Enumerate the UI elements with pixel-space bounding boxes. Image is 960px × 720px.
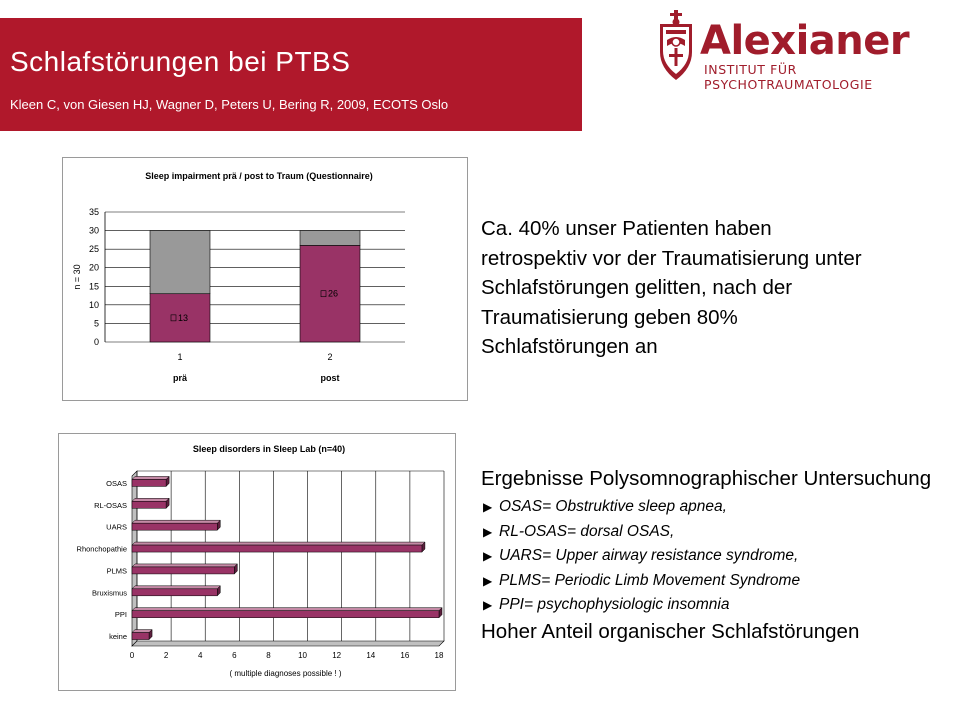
list-item (481, 569, 951, 594)
polysomnography-results (481, 465, 951, 646)
triangle-right-icon: ▶ (483, 524, 493, 539)
x-tick-label: 2 (163, 651, 169, 660)
alexianer-coat-of-arms-icon (654, 8, 698, 82)
data-label: 13 (178, 312, 189, 323)
sleep-impairment-chart (62, 157, 468, 401)
y-tick-label: 15 (88, 281, 99, 292)
slide-citation: Kleen C, von Giesen HJ, Wagner D, Peters U, Bering R, 2009, ECOTS Oslo (10, 97, 449, 112)
category-label: PPI (114, 610, 127, 620)
bar (132, 589, 217, 596)
x-tick-label: 10 (298, 651, 308, 660)
triangle-right-icon: ▶ (483, 500, 493, 514)
x-axis-label: ( multiple diagnoses possible ! ) (229, 669, 342, 678)
triangle-right-icon: ▶ (483, 573, 493, 588)
finding-text: Ca. 40% unser Patienten haben retrospektiv vor der Traumatisierung unter Schlafstörungen gelitten, nach der Traumatisierung geben 80% Schlafstörungen an (481, 217, 862, 358)
bar-top-face (132, 476, 169, 479)
list-item (481, 593, 951, 618)
logo-wordmark: Alexianer (700, 18, 910, 64)
y-tick-label: 30 (88, 225, 99, 236)
category-label: PLMS (106, 566, 127, 576)
results-heading: Ergebnisse Polysomnographischer Untersuchung (481, 467, 932, 490)
data-label-key (321, 291, 326, 297)
list-item-text: OSAS= Obstruktive sleep apnea, (499, 498, 727, 515)
x-tick-label: 0 (129, 651, 135, 660)
slide-title: Schlafstörungen bei PTBS (10, 46, 351, 77)
list-item-text: RL-OSAS= dorsal OSAS, (499, 522, 675, 540)
logo-institute-line: INSTITUT FÜR (704, 62, 797, 77)
list-item (481, 495, 951, 520)
x-tick-label: 12 (332, 651, 342, 660)
bar-top-face (132, 608, 442, 611)
logo-institute-name: PSYCHOTRAUMATOLOGIE (704, 77, 873, 92)
triangle-right-icon: ▶ (483, 549, 493, 563)
x-tick-label: 18 (434, 651, 444, 660)
list-item-text: PLMS= Periodic Limb Movement Syndrome (499, 571, 801, 589)
bar-segment-gray (300, 231, 360, 246)
chart-title: Sleep disorders in Sleep Lab (n=40) (192, 444, 346, 454)
bar-top-face (132, 630, 152, 633)
x-tick-label: 8 (266, 651, 271, 660)
data-label-key (171, 315, 176, 321)
list-item-text: UARS= Upper airway resistance syndrome, (499, 547, 799, 564)
chart-title: Sleep impairment prä / post to Traum (Questionnaire) (145, 171, 373, 181)
category-label: prä (172, 373, 188, 383)
triangle-right-icon: ▶ (483, 598, 493, 612)
y-tick-label: 25 (88, 244, 99, 255)
data-label: 26 (328, 288, 339, 299)
bar (132, 567, 234, 574)
x-tick-label: 14 (366, 651, 376, 660)
y-tick-label: 35 (88, 207, 99, 217)
x-tick-label: 1 (177, 352, 183, 362)
x-tick-label: 6 (232, 651, 237, 660)
category-label: keine (109, 632, 127, 642)
sleep-disorders-chart-svg (59, 434, 455, 690)
category-label: UARS (106, 522, 127, 532)
conclusion-text: Hoher Anteil organischer Schlafstörungen (481, 619, 860, 643)
abbreviation-list (481, 495, 951, 618)
y-tick-label: 5 (93, 318, 99, 329)
category-label: Rhonchopathie (76, 544, 127, 554)
y-axis-label: n = 30 (72, 264, 82, 290)
list-item (481, 544, 951, 569)
bar (132, 523, 217, 530)
bar (132, 501, 166, 508)
bar-top-face (132, 586, 220, 589)
bar (132, 479, 166, 486)
bar-top-face (132, 520, 220, 523)
bar-top-face (132, 498, 169, 501)
category-label: Bruxismus (91, 588, 127, 598)
y-tick-label: 10 (88, 299, 99, 310)
x-tick-label: 2 (327, 352, 333, 362)
bar-segment-gray (150, 231, 210, 294)
side-wall (132, 471, 137, 646)
y-tick-label: 0 (93, 337, 99, 347)
x-tick-label: 16 (400, 651, 410, 660)
list-item-text: PPI= psychophysiologic insomnia (499, 596, 730, 613)
sleep-disorders-chart (58, 433, 456, 691)
bar-top-face (132, 542, 425, 545)
category-label: RL-OSAS (94, 500, 127, 510)
category-label: OSAS (106, 478, 127, 488)
bar-top-face (132, 564, 237, 567)
bar (132, 545, 422, 552)
category-label: post (320, 373, 340, 383)
floor (132, 641, 444, 646)
list-item (481, 520, 951, 545)
bar (132, 633, 149, 640)
sleep-impairment-chart-svg (63, 158, 467, 400)
bar (132, 611, 439, 618)
x-tick-label: 4 (197, 651, 203, 660)
y-tick-label: 20 (88, 262, 99, 273)
